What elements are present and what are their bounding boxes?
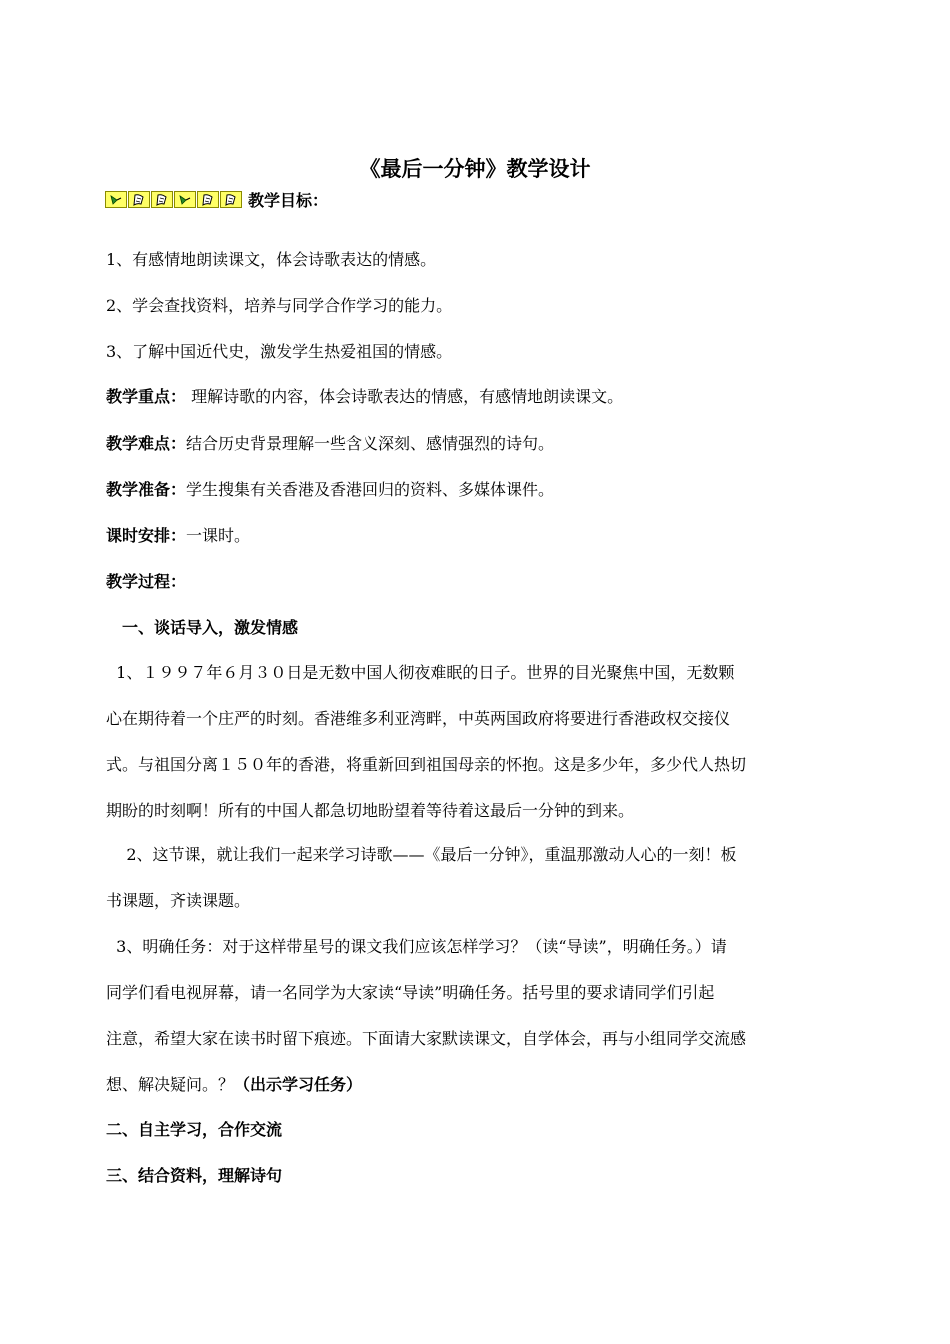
- difficulty-row: [106, 432, 850, 456]
- hand-pointer-icon: [174, 191, 196, 208]
- decorative-icon-strip: [105, 191, 242, 208]
- scroll-icon: [151, 191, 173, 208]
- goal-item: 1、有感情地朗读课文，体会诗歌表达的情感。: [106, 250, 437, 269]
- goal-item: 3、了解中国近代史，激发学生热爱祖国的情感。: [106, 342, 453, 361]
- hand-pointer-icon: [105, 191, 127, 208]
- paragraph-line: 3、明确任务：对于这样带星号的课文我们应该怎样学习？（读“导读”，明确任务。）请: [106, 937, 727, 956]
- show-task-note: （出示学习任务）: [234, 1075, 363, 1094]
- goals-heading: 教学目标：: [248, 191, 329, 210]
- preparation-label: 教学准备：: [106, 480, 187, 499]
- section-heading-1: 一、谈话导入，激发情感: [122, 618, 299, 637]
- paragraph-line: 1、１９９７年６月３０日是无数中国人彻夜难眠的日子。世界的目光聚焦中国，无数颗: [106, 663, 735, 682]
- preparation-row: [106, 478, 850, 502]
- paragraph-line: 式。与祖国分离１５０年的香港，将重新回到祖国母亲的怀抱。这是多少年，多少代人热切: [106, 755, 747, 774]
- paragraph-line-text: 想、解决疑问。？: [106, 1075, 235, 1094]
- process-heading: 教学过程：: [106, 572, 187, 591]
- paragraph-line: 2、这节课，就让我们一起来学习诗歌——《最后一分钟》，重温那激动人心的一刻！板: [106, 845, 737, 864]
- schedule-row: [106, 524, 850, 548]
- scroll-icon: [197, 191, 219, 208]
- paragraph-line-last: [106, 1062, 850, 1108]
- key-points-text: 理解诗歌的内容，体会诗歌表达的情感，有感情地朗读课文。: [186, 387, 624, 406]
- paragraph-line: 注意，希望大家在读书时留下痕迹。下面请大家默读课文，自学体会，再与小组同学交流感: [106, 1029, 747, 1048]
- paragraph-line: 期盼的时刻啊！所有的中国人都急切地盼望着等待着这最后一分钟的到来。: [106, 801, 635, 820]
- paragraph-line: 心在期待着一个庄严的时刻。香港维多利亚湾畔，中英两国政府将要进行香港政权交接仪: [106, 709, 731, 728]
- schedule-label: 课时安排：: [106, 526, 187, 545]
- goal-item: 2、学会查找资料，培养与同学合作学习的能力。: [106, 296, 453, 315]
- section-heading-2: 二、自主学习，合作交流: [106, 1120, 283, 1139]
- scroll-icon: [220, 191, 242, 208]
- paragraph-3: [106, 924, 850, 1108]
- key-points-label: 教学重点：: [106, 387, 187, 406]
- paragraph-1: [106, 650, 850, 834]
- paragraph-line: 同学们看电视屏幕，请一名同学为大家读“导读”明确任务。括号里的要求请同学们引起: [106, 983, 715, 1002]
- document-title: 《最后一分钟》教学设计: [359, 157, 591, 181]
- difficulty-text: 结合历史背景理解一些含义深刻、感情强烈的诗句。: [186, 434, 555, 453]
- scroll-icon: [128, 191, 150, 208]
- difficulty-label: 教学难点：: [106, 434, 187, 453]
- section-heading-3: 三、结合资料，理解诗句: [106, 1166, 283, 1185]
- preparation-text: 学生搜集有关香港及香港回归的资料、多媒体课件。: [186, 480, 555, 499]
- paragraph-2: [106, 832, 850, 924]
- schedule-text: 一课时。: [186, 526, 251, 545]
- key-points-row: [106, 385, 850, 409]
- paragraph-line: 书课题，齐读课题。: [106, 891, 251, 910]
